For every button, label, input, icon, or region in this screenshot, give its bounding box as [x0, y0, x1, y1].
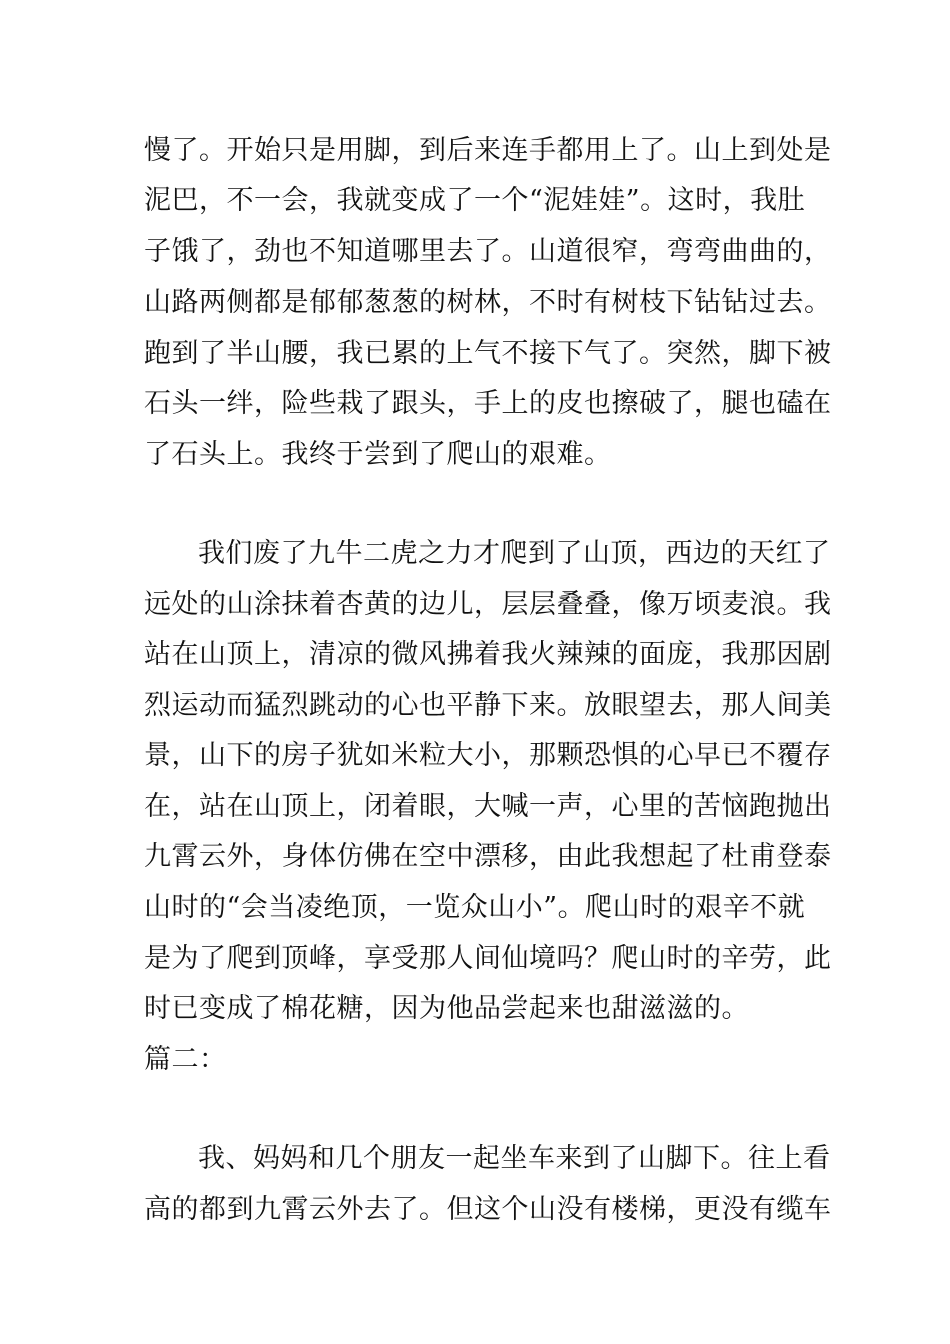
paragraph-1-line-6: 石头一绊，险些栽了跟头，手上的皮也擦破了，腿也磕在: [144, 388, 832, 419]
paragraph-2-line-3: 站在山顶上，清凉的微风拂着我火辣辣的面庞，我那因剧: [144, 639, 832, 670]
paragraph-1-line-3: 子饿了，劲也不知道哪里去了。山道很窄，弯弯曲曲的，: [144, 236, 832, 267]
paragraph-2-line-2: 远处的山涂抹着杏黄的边儿，层层叠叠，像万顷麦浪。我: [144, 589, 832, 620]
paragraph-1-line-5: 跑到了半山腰，我已累的上气不接下气了。突然，脚下被: [144, 338, 832, 369]
section-heading: 篇二：: [144, 1044, 227, 1075]
paragraph-1-line-2: 泥巴，不一会，我就变成了一个“泥娃娃”。这时，我肚: [144, 185, 806, 216]
paragraph-3-line-1: 我、妈妈和几个朋友一起坐车来到了山脚下。往上看: [198, 1143, 831, 1174]
paragraph-1-line-7: 了石头上。我终于尝到了爬山的艰难。: [144, 439, 612, 470]
paragraph-2-line-10: 时已变成了棉花糖，因为他品尝起来也甜滋滋的。: [144, 993, 749, 1024]
paragraph-2-line-7: 九霄云外，身体仿佛在空中漂移，由此我想起了杜甫登泰: [144, 841, 832, 872]
paragraph-2-line-6: 在，站在山顶上，闭着眼，大喊一声，心里的苦恼跑抛出: [144, 791, 832, 822]
paragraph-3-line-2: 高的都到九霄云外去了。但这个山没有楼梯，更没有缆车: [144, 1194, 832, 1225]
paragraph-2-line-8: 山时的“会当凌绝顶，一览众山小”。爬山时的艰辛不就: [144, 892, 806, 923]
paragraph-2-line-9: 是为了爬到顶峰，享受那人间仙境吗？爬山时的辛劳，此: [144, 943, 832, 974]
paragraph-1-line-4: 山路两侧都是郁郁葱葱的树林，不时有树枝下钻钻过去。: [144, 287, 832, 318]
paragraph-2-line-5: 景，山下的房子犹如米粒大小，那颗恐惧的心早已不覆存: [144, 740, 832, 771]
paragraph-2-line-4: 烈运动而猛烈跳动的心也平静下来。放眼望去，那人间美: [144, 690, 832, 721]
paragraph-2-line-1: 我们废了九牛二虎之力才爬到了山顶，西边的天红了: [198, 538, 831, 569]
paragraph-1-line-1: 慢了。开始只是用脚，到后来连手都用上了。山上到处是: [144, 135, 832, 166]
